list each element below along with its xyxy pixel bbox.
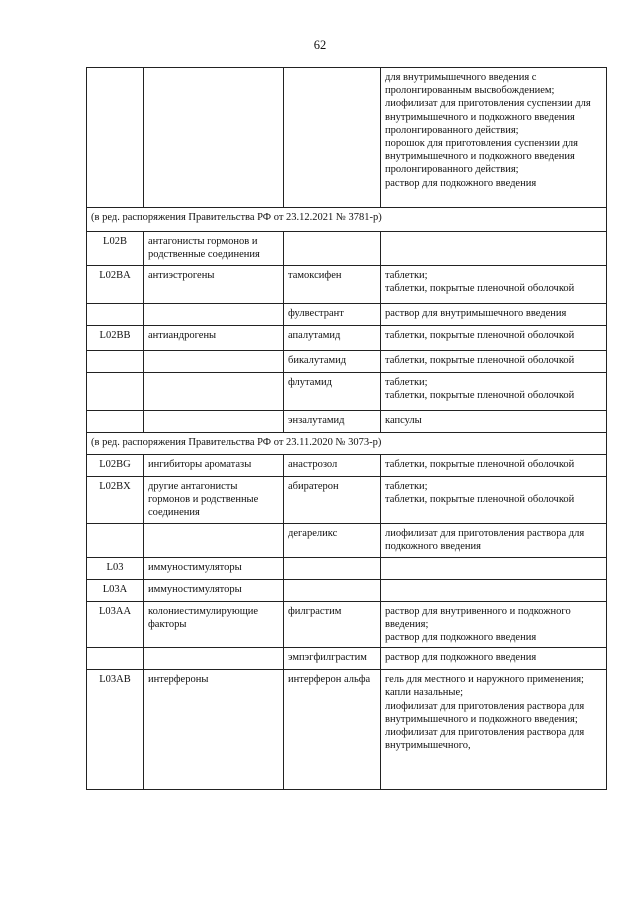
dosage-form: раствор для внутримышечного введения [385, 308, 567, 319]
dosage-form: гель для местного и наружного применения; [385, 674, 584, 686]
table-row [87, 579, 607, 601]
dosage-form: раствор для подкожного введения [385, 177, 537, 189]
atc-code-cell [87, 648, 144, 670]
dosage-forms-cell [381, 304, 607, 326]
drug-name-cell: энзалутамид [284, 411, 381, 433]
amendment-note: (в ред. распоряжения Правительства РФ от 23.12.2021 № 3781-р) [87, 208, 607, 232]
table-row [87, 557, 607, 579]
group-name-cell: ингибиторы ароматазы [144, 455, 284, 477]
dosage-form: раствор для подкожного введения [385, 632, 537, 644]
group-name-cell: интерфероны [144, 670, 284, 790]
dosage-form: таблетки, покрытые пленочной оболочкой [385, 283, 575, 295]
dosage-forms-cell [381, 670, 607, 790]
group-name-cell: колониестимулирующие факторы [144, 601, 284, 648]
dosage-forms-cell [381, 648, 607, 670]
atc-code-cell [87, 304, 144, 326]
drug-name-cell: абиратерон [284, 477, 381, 524]
atc-code-cell [87, 523, 144, 557]
group-name-cell [144, 648, 284, 670]
dosage-form: капли назальные; [385, 687, 464, 699]
table-row [87, 523, 607, 557]
table-row [87, 670, 607, 790]
dosage-form: порошок для приготовления суспензии для внутримышечного и подкожного введения пролонгированного действия; [385, 138, 578, 176]
drug-name-cell: филграстим [284, 601, 381, 648]
atc-code-cell [87, 351, 144, 373]
group-name-cell: иммуностимуляторы [144, 557, 284, 579]
dosage-forms-cell [381, 232, 607, 266]
amendment-note: (в ред. распоряжения Правительства РФ от 23.11.2020 № 3073-р) [87, 433, 607, 455]
atc-code-cell: L03 [87, 557, 144, 579]
drug-name-cell: апалутамид [284, 326, 381, 351]
dosage-forms-cell [381, 557, 607, 579]
group-name-cell: другие антагонисты гормонов и родственные соединения [144, 477, 284, 524]
table-row [87, 326, 607, 351]
dosage-forms-cell [381, 455, 607, 477]
dosage-form: таблетки; [385, 481, 428, 492]
page-number: 62 [313, 38, 327, 52]
dosage-form: капсулы [385, 415, 422, 426]
dosage-form: таблетки, покрытые пленочной оболочкой [385, 355, 575, 366]
dosage-form: лиофилизат для приготовления суспензии для внутримышечного и подкожного введения пролонгированного действия; [385, 98, 591, 136]
group-name-cell [144, 411, 284, 433]
atc-code-cell: L02BA [87, 266, 144, 304]
atc-code-cell: L02B [87, 232, 144, 266]
dosage-forms-cell [381, 601, 607, 648]
dosage-form: таблетки, покрытые пленочной оболочкой [385, 494, 575, 506]
table-row [87, 304, 607, 326]
group-name-cell: антиэстрогены [144, 266, 284, 304]
dosage-forms-cell [381, 68, 607, 208]
drug-name-cell [284, 68, 381, 208]
drug-name-cell: интерферон альфа [284, 670, 381, 790]
drug-name-cell: бикалутамид [284, 351, 381, 373]
table-row [87, 351, 607, 373]
drug-name-cell: флутамид [284, 373, 381, 411]
group-name-cell: иммуностимуляторы [144, 579, 284, 601]
drug-list-table [86, 67, 607, 790]
dosage-form: таблетки, покрытые пленочной оболочкой [385, 459, 575, 470]
atc-code-cell: L03A [87, 579, 144, 601]
drug-name-cell [284, 232, 381, 266]
atc-code-cell [87, 411, 144, 433]
drug-name-cell: дегареликс [284, 523, 381, 557]
group-name-cell [144, 68, 284, 208]
dosage-form: для внутримышечного введения с пролонгированным высвобождением; [385, 72, 555, 97]
drug-name-cell: анастрозол [284, 455, 381, 477]
group-name-cell [144, 373, 284, 411]
dosage-forms-cell [381, 373, 607, 411]
drug-name-cell [284, 557, 381, 579]
atc-code-cell: L02BG [87, 455, 144, 477]
table-row [87, 266, 607, 304]
drug-name-cell: эмпэгфилграстим [284, 648, 381, 670]
group-name-cell [144, 304, 284, 326]
amendment-note-row [87, 208, 607, 232]
table-row [87, 68, 607, 208]
dosage-form: таблетки, покрытые пленочной оболочкой [385, 390, 575, 402]
dosage-form: лиофилизат для приготовления раствора для внутримышечного, [385, 727, 585, 752]
dosage-forms-cell [381, 266, 607, 304]
dosage-forms-cell [381, 411, 607, 433]
atc-code-cell: L03AA [87, 601, 144, 648]
drug-name-cell: фулвестрант [284, 304, 381, 326]
group-name-cell [144, 523, 284, 557]
atc-code-cell [87, 373, 144, 411]
atc-code-cell [87, 68, 144, 208]
group-name-cell: антиандрогены [144, 326, 284, 351]
dosage-form: таблетки; [385, 377, 428, 388]
table-row [87, 648, 607, 670]
table-row [87, 601, 607, 648]
dosage-form: раствор для подкожного введения [385, 652, 537, 664]
dosage-form: раствор для внутривенного и подкожного введения; [385, 605, 571, 630]
table-row [87, 232, 607, 266]
group-name-cell: антагонисты гормонов и родственные соединения [144, 232, 284, 266]
drug-name-cell [284, 579, 381, 601]
table-row [87, 373, 607, 411]
group-name-cell [144, 351, 284, 373]
dosage-forms-cell [381, 523, 607, 557]
dosage-forms-cell [381, 579, 607, 601]
dosage-form: таблетки; [385, 270, 428, 281]
atc-code-cell: L03AB [87, 670, 144, 790]
drug-name-cell: тамоксифен [284, 266, 381, 304]
dosage-form: таблетки, покрытые пленочной оболочкой [385, 330, 575, 341]
table-row [87, 411, 607, 433]
dosage-form: лиофилизат для приготовления раствора для внутримышечного и подкожного введения; [385, 700, 585, 725]
dosage-form: лиофилизат для приготовления раствора для подкожного введения [385, 527, 585, 552]
dosage-forms-cell [381, 326, 607, 351]
dosage-forms-cell [381, 477, 607, 524]
table-row [87, 477, 607, 524]
amendment-note-row [87, 433, 607, 455]
dosage-forms-cell [381, 351, 607, 373]
atc-code-cell: L02BX [87, 477, 144, 524]
table-row [87, 455, 607, 477]
atc-code-cell: L02BB [87, 326, 144, 351]
